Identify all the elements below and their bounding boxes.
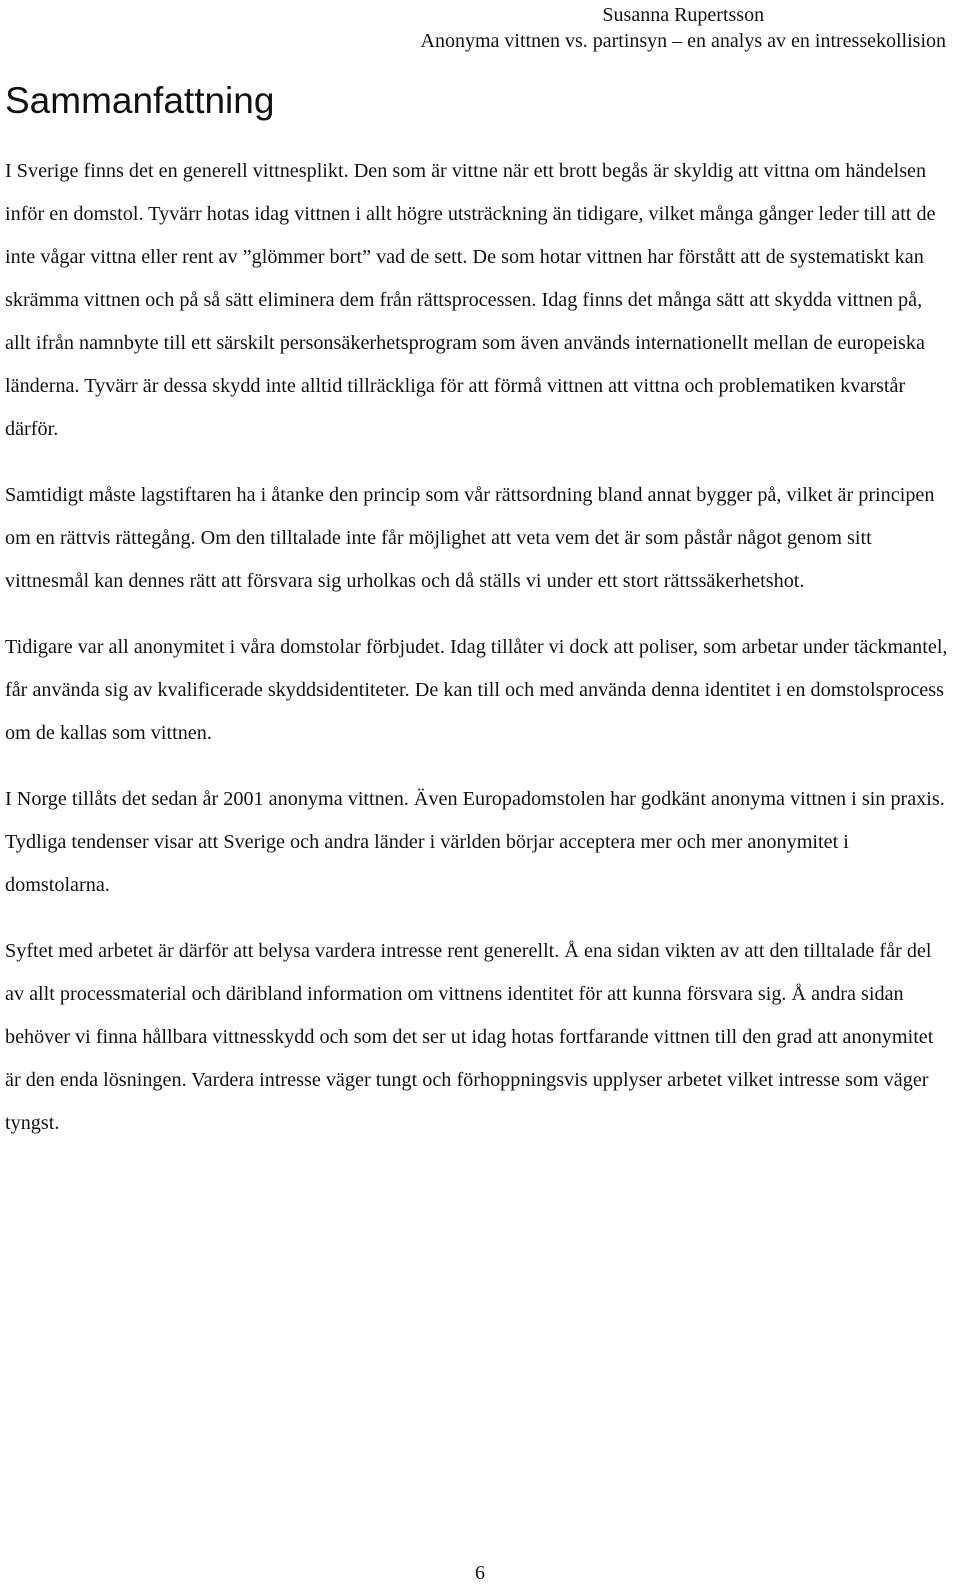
paragraph-3: Tidigare var all anonymitet i våra domstolar förbjudet. Idag tillåter vi dock att poliser, som arbetar under täckmantel, får använda sig av kvalificerade skyddsidentiteter. De kan till och med använda denna identitet i en domstolsprocess om de kallas som vittnen. — [5, 636, 948, 744]
header-title: Anonyma vittnen vs. partinsyn – en analys av en intressekollision — [420, 30, 946, 52]
header-author: Susanna Rupertsson — [602, 4, 765, 26]
section-heading: Sammanfattning — [5, 80, 275, 121]
page-number: 6 — [475, 1562, 485, 1584]
running-header — [421, 2, 946, 54]
summary-body — [5, 150, 950, 1145]
paragraph-5: Syftet med arbetet är därför att belysa vardera intresse rent generellt. Å ena sidan vikten av att den tilltalade får del av allt processmaterial och däribland information om vittnens identitet för att kunna försvara sig. Å andra sidan behöver vi finna hållbara vittnesskydd och som det ser ut idag hotas fortfarande vittnen till den grad att anonymitet är den enda lösningen. Vardera intresse väger tungt och förhoppningsvis upplyser arbetet vilket intresse som väger tyngst. — [5, 940, 934, 1134]
paragraph-2: Samtidigt måste lagstiftaren ha i åtanke den princip som vår rättsordning bland annat bygger på, vilket är principen om en rättvis rättegång. Om den tilltalade inte får möjlighet att veta vem det är som påstår något genom sitt vittnesmål kan dennes rätt att försvara sig urholkas och då ställs vi under ett stort rättssäkerhetshot. — [5, 484, 935, 592]
paragraph-4: I Norge tillåts det sedan år 2001 anonyma vittnen. Även Europadomstolen har godkänt anonyma vittnen i sin praxis. Tydliga tendenser visar att Sverige och andra länder i världen börjar acceptera mer och mer anonymitet i domstolarna. — [5, 788, 945, 896]
paragraph-1: I Sverige finns det en generell vittnesplikt. Den som är vittne när ett brott begås är skyldig att vittna om händelsen inför en domstol. Tyvärr hotas idag vittnen i allt högre utsträckning än tidigare, vilket många gånger leder till att de inte vågar vittna eller rent av ”glömmer bort” vad de sett. De som hotar vittnen har förstått att de systematiskt kan skrämma vittnen och på så sätt eliminera dem från rättsprocessen. Idag finns det många sätt att skydda vittnen på, allt ifrån namnbyte till ett särskilt personsäkerhetsprogram som även används internationellt mellan de europeiska länderna. Tyvärr är dessa skydd inte alltid tillräckliga för att förmå vittnen att vittna och problematiken kvarstår därför. — [5, 160, 936, 440]
